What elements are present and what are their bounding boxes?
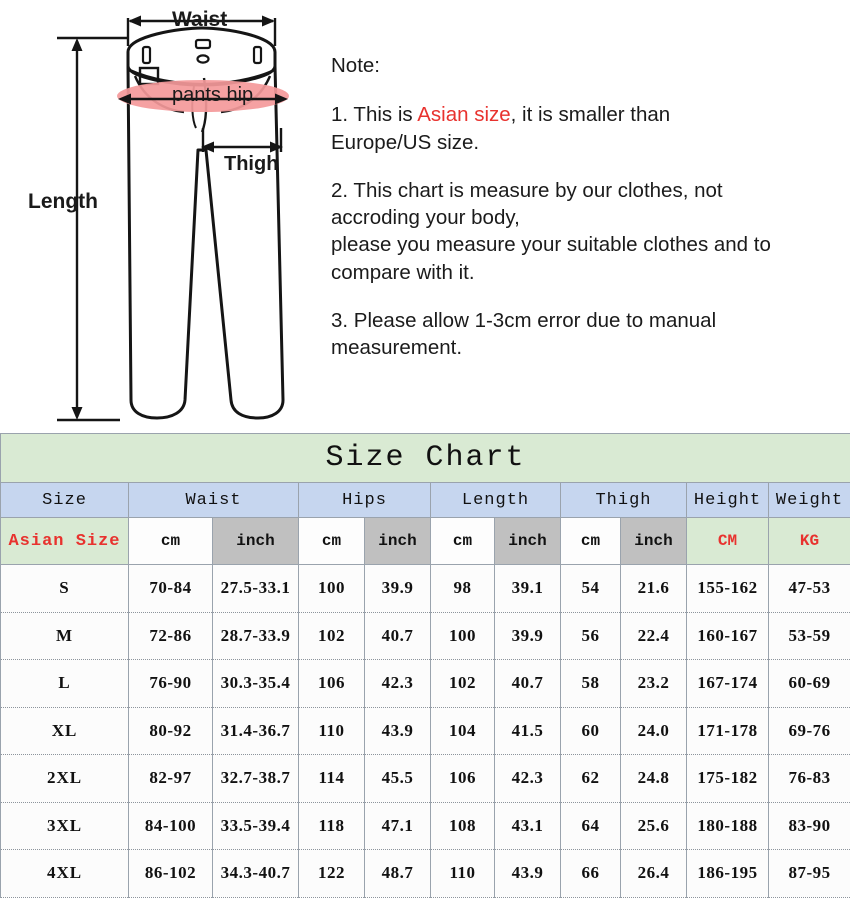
table-body — [1, 565, 850, 898]
cell-waist_cm: 80-92 — [129, 707, 213, 755]
note-item-3 — [331, 307, 831, 362]
unit-hips-cm: cm — [299, 518, 365, 565]
table-row — [1, 612, 850, 660]
waist-arrow-right-head — [262, 16, 275, 27]
cell-length_inch: 43.1 — [495, 802, 561, 850]
cell-length_inch: 39.1 — [495, 565, 561, 613]
cell-weight: 83-90 — [769, 802, 850, 850]
size-chart-title: Size Chart — [1, 434, 850, 483]
cell-size: XL — [1, 707, 129, 755]
cell-weight: 53-59 — [769, 612, 850, 660]
cell-waist_inch: 31.4-36.7 — [213, 707, 299, 755]
cell-size: S — [1, 565, 129, 613]
table-row — [1, 850, 850, 898]
cell-thigh_inch: 24.8 — [621, 755, 687, 803]
cell-length_inch: 39.9 — [495, 612, 561, 660]
cell-size: M — [1, 612, 129, 660]
cell-length_cm: 110 — [431, 850, 495, 898]
cell-thigh_inch: 22.4 — [621, 612, 687, 660]
notes-heading: Note: — [331, 52, 831, 79]
cell-thigh_inch: 26.4 — [621, 850, 687, 898]
notes-block — [331, 52, 831, 382]
cell-hips_cm: 100 — [299, 565, 365, 613]
unit-weight: KG — [769, 518, 850, 565]
cell-weight: 76-83 — [769, 755, 850, 803]
table-row — [1, 755, 850, 803]
cell-waist_cm: 86-102 — [129, 850, 213, 898]
cell-weight: 60-69 — [769, 660, 850, 708]
cell-hips_cm: 118 — [299, 802, 365, 850]
cell-hips_inch: 40.7 — [365, 612, 431, 660]
cell-height: 180-188 — [687, 802, 769, 850]
unit-length-inch: inch — [495, 518, 561, 565]
cell-waist_inch: 30.3-35.4 — [213, 660, 299, 708]
cell-size: L — [1, 660, 129, 708]
cell-waist_inch: 33.5-39.4 — [213, 802, 299, 850]
cell-hips_inch: 48.7 — [365, 850, 431, 898]
cell-waist_cm: 70-84 — [129, 565, 213, 613]
cell-size: 4XL — [1, 850, 129, 898]
cell-height: 167-174 — [687, 660, 769, 708]
unit-asian-size: Asian Size — [1, 518, 129, 565]
cell-hips_cm: 102 — [299, 612, 365, 660]
cell-weight: 69-76 — [769, 707, 850, 755]
note3-line2: measurement. — [331, 336, 462, 359]
unit-waist-cm: cm — [129, 518, 213, 565]
cell-weight: 47-53 — [769, 565, 850, 613]
cell-length_cm: 100 — [431, 612, 495, 660]
cell-hips_cm: 106 — [299, 660, 365, 708]
cell-hips_inch: 39.9 — [365, 565, 431, 613]
cell-thigh_inch: 25.6 — [621, 802, 687, 850]
cell-hips_inch: 42.3 — [365, 660, 431, 708]
table-unit-row — [1, 518, 850, 565]
pants-measurement-diagram — [0, 0, 325, 433]
cell-thigh_cm: 62 — [561, 755, 621, 803]
cell-height: 155-162 — [687, 565, 769, 613]
cell-length_inch: 40.7 — [495, 660, 561, 708]
table-header-row — [1, 483, 850, 518]
cell-waist_inch: 28.7-33.9 — [213, 612, 299, 660]
length-label: Length — [28, 190, 98, 214]
table-row — [1, 802, 850, 850]
cell-hips_inch: 43.9 — [365, 707, 431, 755]
cell-height: 186-195 — [687, 850, 769, 898]
cell-waist_cm: 82-97 — [129, 755, 213, 803]
cell-length_inch: 41.5 — [495, 707, 561, 755]
table-title-row — [1, 434, 850, 483]
header-height: Height — [687, 483, 769, 518]
note1-suffix: , it is smaller than — [511, 103, 671, 126]
cell-length_cm: 98 — [431, 565, 495, 613]
length-arrow-bottom-head — [72, 407, 83, 420]
cell-length_cm: 104 — [431, 707, 495, 755]
waist-arrow-left-head — [128, 16, 141, 27]
table-row — [1, 660, 850, 708]
length-arrow-top-head — [72, 38, 83, 51]
cell-thigh_cm: 64 — [561, 802, 621, 850]
cell-length_cm: 102 — [431, 660, 495, 708]
cell-thigh_inch: 23.2 — [621, 660, 687, 708]
header-thigh: Thigh — [561, 483, 687, 518]
note-item-2 — [331, 177, 831, 286]
cell-waist_inch: 32.7-38.7 — [213, 755, 299, 803]
cell-length_inch: 43.9 — [495, 850, 561, 898]
thigh-label: Thigh — [224, 153, 278, 176]
cell-length_cm: 106 — [431, 755, 495, 803]
cell-waist_inch: 27.5-33.1 — [213, 565, 299, 613]
cell-height: 160-167 — [687, 612, 769, 660]
cell-thigh_cm: 60 — [561, 707, 621, 755]
cell-height: 175-182 — [687, 755, 769, 803]
cell-hips_cm: 114 — [299, 755, 365, 803]
note1-highlight: Asian size — [417, 103, 510, 126]
cell-size: 2XL — [1, 755, 129, 803]
cell-waist_cm: 72-86 — [129, 612, 213, 660]
cell-thigh_cm: 54 — [561, 565, 621, 613]
button-icon — [198, 55, 209, 62]
cell-weight: 87-95 — [769, 850, 850, 898]
unit-waist-inch: inch — [213, 518, 299, 565]
illustration-and-notes-section — [0, 0, 850, 433]
table-row — [1, 707, 850, 755]
note2-line2: accroding your body, — [331, 206, 520, 229]
pants-hip-label: pants hip — [172, 84, 253, 107]
unit-thigh-inch: inch — [621, 518, 687, 565]
cell-hips_inch: 47.1 — [365, 802, 431, 850]
cell-height: 171-178 — [687, 707, 769, 755]
header-size: Size — [1, 483, 129, 518]
unit-hips-inch: inch — [365, 518, 431, 565]
cell-waist_inch: 34.3-40.7 — [213, 850, 299, 898]
table-row — [1, 565, 850, 613]
note2-line4: compare with it. — [331, 261, 475, 284]
size-chart-table-container — [0, 433, 850, 850]
note2-line1: 2. This chart is measure by our clothes, not — [331, 179, 723, 202]
cell-thigh_cm: 56 — [561, 612, 621, 660]
cell-waist_cm: 84-100 — [129, 802, 213, 850]
cell-thigh_cm: 58 — [561, 660, 621, 708]
header-length: Length — [431, 483, 561, 518]
header-hips: Hips — [299, 483, 431, 518]
size-chart-table — [0, 433, 850, 898]
header-waist: Waist — [129, 483, 299, 518]
waist-label: Waist — [172, 8, 227, 32]
pants-svg — [0, 0, 325, 433]
note-item-1 — [331, 101, 831, 156]
cell-hips_inch: 45.5 — [365, 755, 431, 803]
note2-line3: please you measure your suitable clothes and to — [331, 233, 771, 256]
cell-hips_cm: 122 — [299, 850, 365, 898]
cell-size: 3XL — [1, 802, 129, 850]
unit-length-cm: cm — [431, 518, 495, 565]
note1-line2: Europe/US size. — [331, 131, 479, 154]
cell-length_cm: 108 — [431, 802, 495, 850]
header-weight: Weight — [769, 483, 850, 518]
cell-hips_cm: 110 — [299, 707, 365, 755]
unit-thigh-cm: cm — [561, 518, 621, 565]
cell-thigh_inch: 21.6 — [621, 565, 687, 613]
cell-thigh_cm: 66 — [561, 850, 621, 898]
cell-length_inch: 42.3 — [495, 755, 561, 803]
cell-thigh_inch: 24.0 — [621, 707, 687, 755]
note1-prefix: 1. This is — [331, 103, 417, 126]
note3-line1: 3. Please allow 1-3cm error due to manual — [331, 309, 716, 332]
cell-waist_cm: 76-90 — [129, 660, 213, 708]
unit-height: CM — [687, 518, 769, 565]
